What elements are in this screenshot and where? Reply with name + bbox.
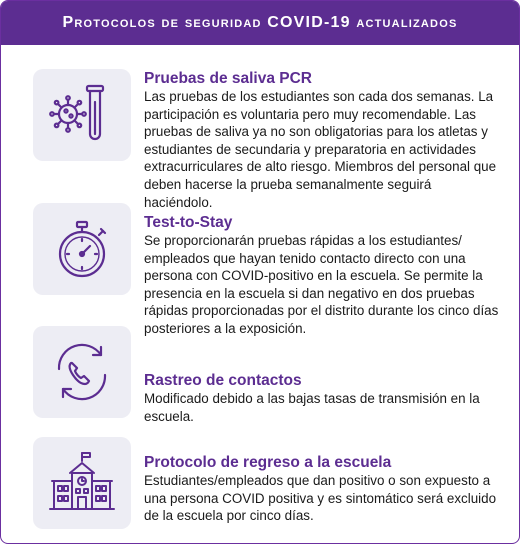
section-body: Modificado debido a las bajas tasas de transmisión en la escuela.: [144, 391, 480, 424]
test-tube-virus-icon: [33, 69, 131, 161]
section-title: Protocolo de regreso a la escuela: [144, 454, 392, 471]
header-title: Protocolos de seguridad COVID-19 actualizados: [62, 14, 458, 31]
section-title: Rastreo de contactos: [144, 372, 302, 389]
stopwatch-icon: [33, 203, 131, 295]
section-body: Se proporcionarán pruebas rápidas a los estudiantes/ empleados que hayan tenido contacto directo con una persona con COVID-positivo en la escuela. Se permite la presencia en la escuela si dan negativo en dos pruebas rápidas proporcionadas por el distrito durante los cinco días posteriores a la exposición.: [144, 233, 499, 336]
section-title: Pruebas de saliva PCR: [144, 70, 312, 87]
section-title: Test-to-Stay: [144, 214, 233, 231]
header-banner: [1, 1, 519, 45]
phone-refresh-icon: [33, 326, 131, 418]
section-body: Las pruebas de los estudiantes son cada dos semanas. La participación es voluntaria pero muy recomendable. Las pruebas de saliva ya no son obligatorias para los atletas y estudiantes de secundaria y preparatoria en actividades extracurriculares de alto riesgo. Miembros del personal que deben hacerse la prueba semanalmente seguirá haciéndolo.: [144, 89, 497, 210]
section-body: Estudiantes/empleados que dan positivo o son expuesto a una persona COVID positiva y es sintomático será excluido de la escuela por cinco días.: [144, 473, 497, 524]
school-building-icon: [33, 437, 131, 529]
